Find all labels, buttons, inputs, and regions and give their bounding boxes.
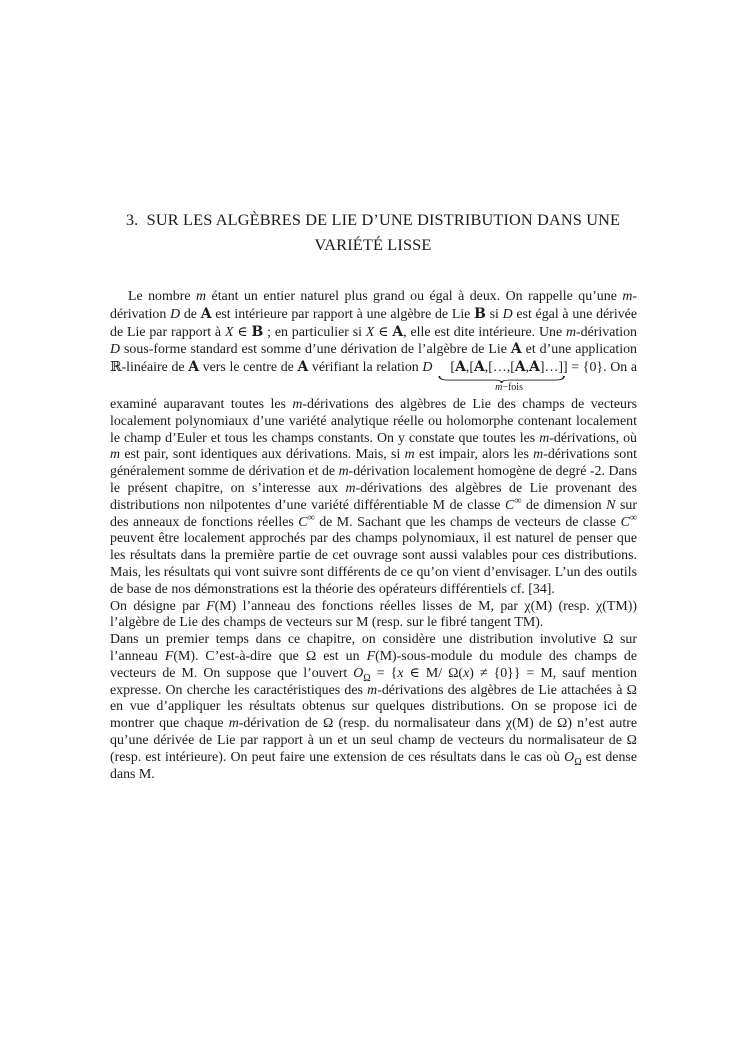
text-segment: ) ≠ {0}} = M, sauf mention expresse. On cherche les caractéristiques des: [110, 665, 637, 698]
text-segment: m: [292, 396, 303, 412]
text-segment: -dérivation de Ω (resp. du normalisateur dans χ(M) de Ω) n’est autre qu’une dérivée de Lie par rapport à un et un seul champ de vecteurs du normalisateur de Ω (resp. est intérieure). On peut faire une extension de ces résultats dans le cas où: [110, 716, 637, 765]
text-segment: X: [224, 324, 234, 340]
text-segment: On désigne par: [110, 598, 207, 614]
text-segment: N: [606, 497, 616, 513]
text-segment: de A est intérieure par rapport à une algèbre de Lie B si: [180, 305, 503, 322]
text-segment: de dimension: [521, 497, 607, 513]
fraktur-letter: A: [297, 359, 309, 376]
text-segment: -dérivation: [110, 289, 638, 322]
text-segment: x: [397, 665, 404, 681]
fraktur-letter: A: [188, 359, 200, 376]
text-segment: = {0}. On a examiné auparavant toutes les: [110, 360, 637, 412]
paragraph: [110, 632, 637, 783]
text-segment: -dérivation: [576, 324, 637, 340]
text-segment: (M) l’anneau des fonctions réelles lisses de M, par χ(M) (resp. χ(TM)) l’algèbre de Lie des champs de vecteurs sur M (resp. sur le fibré tangent TM).: [110, 598, 637, 631]
text-segment: D: [502, 306, 513, 322]
text-segment: -dérivations des algèbres de Lie des champs de vecteurs localement polynomiaux d’une variété analytique réelle ou holomorphe contenant localement le champ d’Euler et tous les champs constants. On y constate que toutes les: [110, 396, 637, 446]
text-segment: ∈ A, elle est dite intérieure. Une: [374, 323, 566, 340]
text-segment: m: [367, 682, 378, 698]
text-segment: -dérivations sont généralement somme de dérivation et de: [110, 447, 637, 480]
text-segment: F: [206, 598, 215, 614]
text-segment: ∞: [307, 511, 315, 523]
fraktur-letter: B: [474, 305, 486, 322]
text-segment: (M). C’est-à-dire que Ω est un: [173, 648, 367, 664]
paragraph: [110, 599, 637, 633]
text-segment: -dérivations, où: [549, 430, 637, 446]
underbrace-label: m−fois: [495, 381, 523, 393]
text-segment: -dérivations des algèbres de Lie provenant des distributions non nilpotentes d’une variété différentiable M de classe: [110, 480, 637, 513]
fraktur-letter: A: [514, 359, 526, 376]
text-segment: est impair, alors les: [414, 447, 534, 463]
text-segment: étant un entier naturel plus grand ou égal à deux. On rappelle qu’une: [206, 289, 623, 304]
text-segment: m: [345, 480, 356, 496]
page-title: 3. SUR LES ALGÈBRES DE LIE D’UNE DISTRIBUTION DANS UNE VARIÉTÉ LISSE: [125, 210, 621, 254]
paragraph: [110, 289, 637, 599]
fraktur-letter: A: [510, 341, 522, 358]
text-segment: m: [539, 430, 550, 446]
text-segment: Dans un premier temps dans ce chapitre, on considère une distribution involutive Ω sur l’anneau: [110, 632, 637, 664]
fraktur-letter: A: [455, 359, 466, 376]
text-segment: C: [505, 497, 515, 513]
text-segment: m: [338, 464, 349, 480]
text-segment: est égal à une dérivée de Lie par rapport à: [110, 306, 637, 340]
fraktur-letter: A: [529, 359, 540, 376]
text-segment: x: [463, 665, 470, 681]
text-segment: -dérivation localement homogène de degré -2. Dans le présent chapitre, on s’interesse aux: [110, 464, 637, 496]
text-segment: D: [170, 306, 181, 322]
text-segment: ∈ M/ Ω(: [403, 665, 464, 681]
document-body: [110, 289, 637, 783]
text-segment: ∞: [629, 511, 637, 523]
fraktur-letter: A: [200, 305, 212, 322]
text-segment: ∈ B ; en particulier si: [233, 323, 366, 340]
text-segment: ∞: [514, 495, 522, 507]
text-segment: m: [565, 324, 577, 340]
text-segment: sous-forme standard est somme d’une dérivation de l’algèbre de Lie A et d’une application ℝ-linéaire de A vers le centre de A vérifiant la relation: [110, 341, 637, 376]
text-segment: peuvent être localement approchés par des champs polynomiaux, il est naturel de penser que les résultats dans la première partie de cet ouvrage sont aussi valables pour ces distributions. Mais, les résultats qui vont suivre sont différents de ce qu’on vient d’envisager. L’un des outils de base de nos démonstrations est la théorie des opérateurs différentiels cf. [34].: [110, 531, 637, 597]
text-segment: Ω: [574, 756, 582, 768]
text-segment: F: [366, 648, 376, 664]
text-segment: sur des anneaux de fonctions réelles: [110, 497, 637, 530]
fraktur-letter: A: [392, 323, 404, 340]
text-segment: (M)-sous-module du module des champs de vecteurs de M. On suppose que l’ouvert: [110, 648, 637, 681]
text-segment: X: [365, 324, 375, 340]
text-segment: D: [110, 342, 121, 358]
text-segment: O: [353, 665, 364, 681]
text-segment: de M. Sachant que les champs de vecteurs de classe: [314, 514, 621, 530]
text-segment: C: [620, 514, 630, 530]
text-segment: D: [422, 360, 433, 376]
text-segment: est dense dans M.: [110, 749, 637, 782]
underbrace-formula-text: [A,[A,[…,[A,A]…]]: [450, 359, 568, 376]
text-segment: O: [564, 749, 575, 765]
text-segment: m: [110, 447, 121, 463]
fraktur-letter: B: [251, 323, 264, 340]
text-segment: est pair, sont identiques aux dérivations. Mais, si: [120, 447, 405, 463]
text-segment: m: [228, 716, 239, 732]
text-segment: m: [622, 289, 633, 304]
text-segment: m: [533, 447, 544, 463]
fraktur-letter: A: [473, 359, 485, 376]
text-segment: -dérivations des algèbres de Lie attachées à Ω en vue d’appliquer les résultats obtenus sur quelques distributions. On se propose ici de montrer que chaque: [110, 682, 637, 732]
text-segment: m: [196, 289, 207, 304]
text-segment: F: [164, 648, 174, 664]
text-segment: C: [298, 514, 308, 530]
underbrace-expression: [432, 359, 568, 393]
text-segment: = {: [370, 665, 398, 681]
text-segment: Ω: [363, 672, 371, 684]
text-segment: m: [404, 447, 415, 463]
text-segment: Le nombre: [128, 289, 197, 304]
